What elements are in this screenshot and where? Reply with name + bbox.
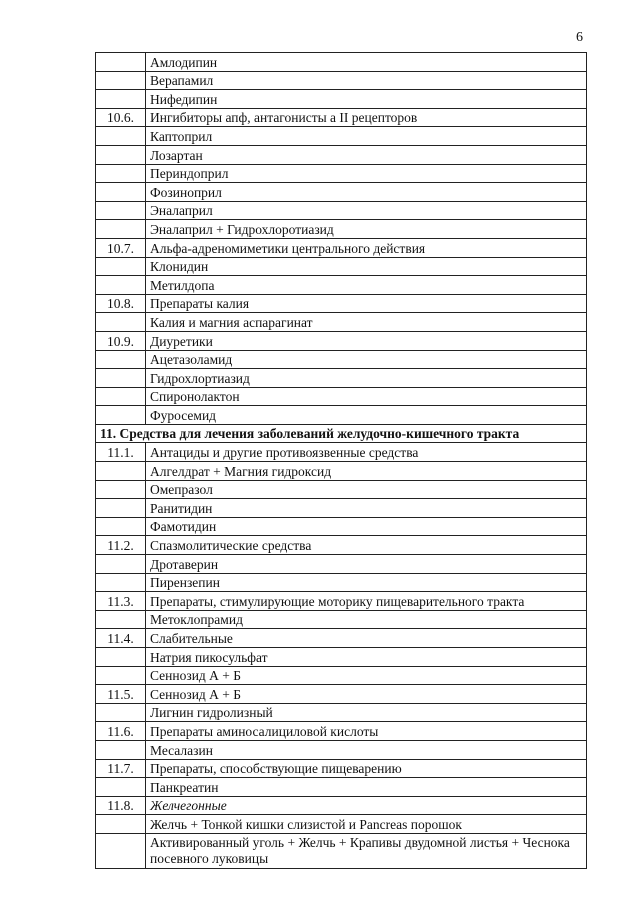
item-number (96, 815, 146, 834)
table-row (96, 480, 587, 499)
item-number: 11.1. (96, 443, 146, 462)
item-name: Эналаприл + Гидрохлоротиазид (146, 220, 587, 239)
item-name: Гидрохлортиазид (146, 369, 587, 388)
table-row (96, 629, 587, 648)
item-name: Препараты, стимулирующие моторику пищеварительного тракта (146, 592, 587, 611)
item-name: Амлодипин (146, 53, 587, 72)
item-number: 11.5. (96, 685, 146, 704)
table-row (96, 815, 587, 834)
item-number (96, 387, 146, 406)
item-number (96, 462, 146, 481)
table-row (96, 220, 587, 239)
item-name: Фамотидин (146, 517, 587, 536)
item-number (96, 833, 146, 868)
table-row (96, 127, 587, 146)
table-row (96, 331, 587, 350)
table-row (96, 443, 587, 462)
item-name: Каптоприл (146, 127, 587, 146)
section-title: 11. Средства для лечения заболеваний желудочно-кишечного тракта (96, 424, 587, 443)
item-number: 10.9. (96, 331, 146, 350)
item-name: Ацетазоламид (146, 350, 587, 369)
item-number (96, 517, 146, 536)
table-row (96, 90, 587, 109)
table-body (96, 53, 587, 869)
table-row (96, 183, 587, 202)
item-number (96, 201, 146, 220)
table-row (96, 778, 587, 797)
item-number (96, 71, 146, 90)
table-row (96, 517, 587, 536)
item-number: 11.3. (96, 592, 146, 611)
item-name: Периндоприл (146, 164, 587, 183)
item-name: Метилдопа (146, 276, 587, 295)
item-number (96, 164, 146, 183)
section-header-row (96, 424, 587, 443)
item-name: Сеннозид А + Б (146, 685, 587, 704)
item-name: Антациды и другие противоязвенные средства (146, 443, 587, 462)
item-number (96, 778, 146, 797)
item-name: Препараты, способствующие пищеварению (146, 759, 587, 778)
table-row (96, 740, 587, 759)
item-name: Препараты аминосалициловой кислоты (146, 722, 587, 741)
item-name: Сеннозид А + Б (146, 666, 587, 685)
item-number (96, 740, 146, 759)
table-row (96, 833, 587, 868)
item-name: Эналаприл (146, 201, 587, 220)
item-name: Спазмолитические средства (146, 536, 587, 555)
item-name: Омепразол (146, 480, 587, 499)
item-number (96, 369, 146, 388)
table-row (96, 53, 587, 72)
table-row (96, 257, 587, 276)
item-name: Нифедипин (146, 90, 587, 109)
item-name: Спиронолактон (146, 387, 587, 406)
item-name: Дротаверин (146, 555, 587, 574)
item-name: Слабительные (146, 629, 587, 648)
item-name: Препараты калия (146, 294, 587, 313)
item-number (96, 406, 146, 425)
item-name: Желчь + Тонкой кишки слизистой и Pancreas порошок (146, 815, 587, 834)
table-row (96, 108, 587, 127)
table-row (96, 666, 587, 685)
item-name: Метоклопрамид (146, 610, 587, 629)
item-number (96, 313, 146, 332)
item-number (96, 183, 146, 202)
item-number (96, 703, 146, 722)
table-row (96, 145, 587, 164)
item-number (96, 220, 146, 239)
item-number: 11.8. (96, 796, 146, 815)
table-row (96, 71, 587, 90)
item-number (96, 257, 146, 276)
item-number (96, 350, 146, 369)
item-name: Верапамил (146, 71, 587, 90)
table-row (96, 406, 587, 425)
table-row (96, 796, 587, 815)
item-name: Активированный уголь + Желчь + Крапивы двудомной листья + Чеснока посевного луковицы (146, 833, 587, 868)
table-row (96, 369, 587, 388)
table-row (96, 350, 587, 369)
item-number: 10.6. (96, 108, 146, 127)
page-number: 6 (576, 30, 583, 45)
item-number (96, 90, 146, 109)
medication-list-table (95, 52, 587, 869)
item-name: Желчегонные (146, 796, 587, 815)
item-name: Фозиноприл (146, 183, 587, 202)
item-name: Клонидин (146, 257, 587, 276)
item-number (96, 610, 146, 629)
item-number: 11.7. (96, 759, 146, 778)
item-number (96, 573, 146, 592)
table-row (96, 685, 587, 704)
item-number: 10.7. (96, 238, 146, 257)
item-name: Ингибиторы апф, антагонисты а II рецепторов (146, 108, 587, 127)
item-name: Алгелдрат + Магния гидроксид (146, 462, 587, 481)
table-row (96, 387, 587, 406)
table-row (96, 276, 587, 295)
item-number (96, 276, 146, 295)
item-name: Диуретики (146, 331, 587, 350)
table-row (96, 499, 587, 518)
item-number (96, 648, 146, 667)
table-row (96, 238, 587, 257)
item-number: 11.4. (96, 629, 146, 648)
table-row (96, 294, 587, 313)
item-number (96, 127, 146, 146)
item-name: Пирензепин (146, 573, 587, 592)
table-row (96, 759, 587, 778)
table-row (96, 536, 587, 555)
item-number (96, 480, 146, 499)
item-number: 11.2. (96, 536, 146, 555)
item-name: Ранитидин (146, 499, 587, 518)
item-name: Лигнин гидролизный (146, 703, 587, 722)
item-number (96, 555, 146, 574)
item-name: Месалазин (146, 740, 587, 759)
item-name: Калия и магния аспарагинат (146, 313, 587, 332)
table-row (96, 573, 587, 592)
table-row (96, 592, 587, 611)
item-number (96, 499, 146, 518)
table-row (96, 462, 587, 481)
item-name: Лозартан (146, 145, 587, 164)
table-row (96, 164, 587, 183)
table-row (96, 722, 587, 741)
item-number: 11.6. (96, 722, 146, 741)
item-number (96, 53, 146, 72)
item-number (96, 145, 146, 164)
table-row (96, 201, 587, 220)
item-name: Панкреатин (146, 778, 587, 797)
table-row (96, 555, 587, 574)
table-row (96, 648, 587, 667)
item-number (96, 666, 146, 685)
item-number: 10.8. (96, 294, 146, 313)
item-name: Натрия пикосульфат (146, 648, 587, 667)
table-row (96, 610, 587, 629)
table-row (96, 703, 587, 722)
item-name: Фуросемид (146, 406, 587, 425)
item-name: Альфа-адреномиметики центрального действия (146, 238, 587, 257)
table-row (96, 313, 587, 332)
